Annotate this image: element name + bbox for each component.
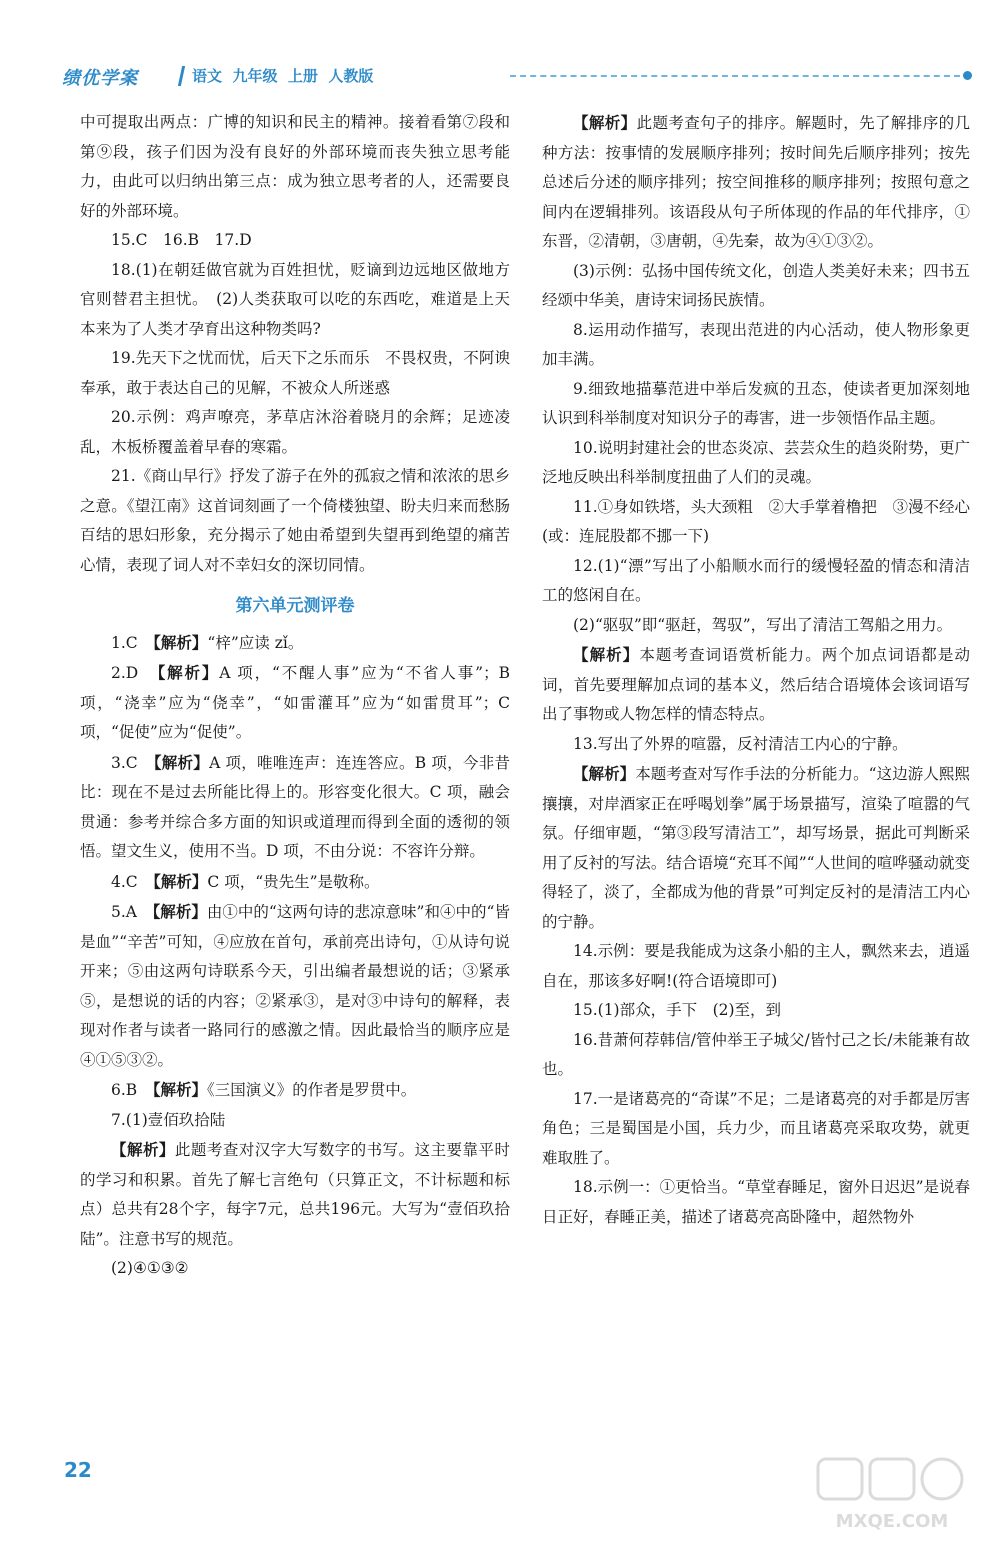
answer-8: 8.运用动作描写，表现出范进的内心活动，使人物形象更加丰满。 — [542, 320, 970, 368]
answer-2 — [80, 658, 510, 748]
answer-text: C 项，“贵先生”是敬称。 — [207, 872, 380, 891]
answer-7-analysis — [80, 1135, 510, 1254]
analysis-tag: 【解析】 — [111, 1140, 175, 1159]
watermark-logo — [812, 1453, 972, 1535]
answer-12-1: 12.(1)“漂”写出了小船顺水而行的缓慢轻盈的情态和清洁工的悠闲自在。 — [542, 556, 970, 604]
answer-12-analysis — [542, 640, 970, 730]
watermark-text: MXQE.COM — [835, 1511, 949, 1532]
section-title: 第六单元测评卷 — [235, 596, 355, 616]
answer-number: 3.C — [111, 753, 154, 772]
answer-number: 2.D — [111, 664, 158, 682]
right-column — [542, 108, 970, 1232]
header-dashed-rule — [510, 75, 960, 77]
paragraph: 中可提取出两点：广博的知识和民主的精神。接着看第⑦段和第⑨段，孩子们因为没有良好的外部环境而丧失独立思考能力，由此可以归纳出第三点：成为独立思考者的人，还需要良好的外部环境。 — [80, 113, 510, 220]
analysis-tag: 【解析】 — [153, 871, 208, 891]
answer-6 — [80, 1075, 510, 1106]
answer-10: 10.说明封建社会的世态炎凉、芸芸众生的趋炎附势，更广泛地反映出科举制度扭曲了人们的灵魂。 — [542, 438, 970, 486]
answer-19: 19.先天下之忧而忧，后天下之乐而乐 不畏权贵，不阿谀奉承，敢于表达自己的见解，不被众人所迷惑 — [80, 349, 510, 397]
header-meta: 语文 九年级 上册 人教版 — [192, 67, 374, 85]
answer-text: 《三国演义》的作者是罗贯中。 — [206, 1081, 417, 1099]
answer-text: 此题考查对汉字大写数字的书写。这主要靠平时的学习和积累。首先了解七言绝句（只算正文，不计标题和标点）总共有28个字，每字7元，总共196元。大写为“壹佰玖拾陆”。注意书写的规范。 — [80, 1141, 510, 1248]
answer-7a: 7.(1)壹佰玖拾陆 — [111, 1110, 226, 1129]
answer-7-3: (3)示例：弘扬中国传统文化，创造人类美好未来；四书五经颂中华美，唐诗宋词扬民族情。 — [542, 261, 970, 309]
answer-number: 4.C — [111, 872, 154, 891]
answer-11: 11.①身如铁塔，头大颈粗 ②大手掌着橹把 ③漫不经心(或：连屁股都不挪一下) — [542, 497, 970, 545]
brand-divider — [178, 66, 185, 86]
answer-16: 16.昔萧何荐韩信/管仲举王子城父/皆忖己之长/未能兼有故也。 — [542, 1030, 970, 1078]
analysis-tag: 【解析】 — [573, 113, 637, 132]
answer-text: A 项，唯唯连声：连连答应。B 项，今非昔比：现在不是过去所能比得上的。形容变化很大。C 项，融会贯通：参考并综合多方面的知识或道理而得到全面的透彻的领悟。望文生义，使用不当。D 项，不由分说：不容许分辩。 — [80, 753, 510, 860]
answer-text: 本题考查对写作手法的分析能力。“这边游人熙熙攘攘，对岸酒家正在呼喝划拳”属于场景描写，渲染了喧嚣的气氛。仔细审题，“第③段写清洁工”，却写场景，据此可判断采用了反衬的写法。结合语境“充耳不闻”“人世间的喧哗骚动就变得轻了，淡了，全都成为他的背景”可判定反衬的是清洁工内心的宁静。 — [542, 765, 970, 931]
answer-5 — [80, 897, 510, 1075]
answer-text: 此题考查句子的排序。解题时，先了解排序的几种方法：按事情的发展顺序排列；按时间先后顺序排列；按先总述后分述的顺序排列；按空间推移的顺序排列；按照句意之间内在逻辑排列。该语段从句子所体现的作品的年代排序，①东晋，②清朝，③唐朝，④先秦，故为④①③②。 — [542, 114, 970, 250]
answer-18: 18.示例一：①更恰当。“草堂春睡足，窗外日迟迟”是说春日正好，春睡正美，描述了诸葛亮高卧隆中，超然物外 — [542, 1178, 971, 1226]
answer-7b: (2)④①③② — [111, 1259, 189, 1277]
running-header — [62, 62, 972, 92]
analysis-tag: 【解析】 — [153, 752, 210, 772]
analysis-paragraph — [542, 108, 970, 257]
analysis-tag: 【解析】 — [157, 663, 220, 682]
answer-20: 20.示例：鸡声嘹亮，茅草店沐浴着晓月的余辉；足迹凌乱，木板桥覆盖着早春的寒霜。 — [80, 408, 510, 456]
answer-1 — [80, 628, 510, 659]
answer-number: 6.B — [111, 1081, 153, 1099]
answer-text: “梓”应读 zǐ。 — [207, 633, 304, 652]
answer-3 — [80, 748, 510, 867]
answer-4 — [80, 867, 510, 898]
analysis-tag: 【解析】 — [573, 764, 636, 783]
answer-18: 18.(1)在朝廷做官就为百姓担忧，贬谪到边远地区做地方官则替君主担忧。 (2)人类获取可以吃的东西吃，难道是上天本来为了人类才孕育出这种物类吗? — [80, 260, 510, 338]
header-dot — [963, 71, 972, 80]
page-number: 22 — [64, 1458, 92, 1482]
answer-number: 5.A — [111, 903, 153, 921]
answer-15: 15.(1)部众，手下 (2)至，到 — [573, 1001, 782, 1019]
answer-17: 17.一是诸葛亮的“奇谋”不足；二是诸葛亮的对手都是厉害角色；三是蜀国是小国，兵力少，而且诸葛亮采取攻势，就更难取胜了。 — [542, 1089, 971, 1167]
answer-text: A 项，“不醒人事”应为“不省人事”；B 项，“浇幸”应为“侥幸”，“如雷灌耳”应为“如雷贯耳”；C 项，“促使”应为“促使”。 — [80, 664, 510, 741]
answer-text: 本题考查词语赏析能力。两个加点词语都是动词，首先要理解加点词的基本义，然后结合语境体会该词语写出了事物或人物怎样的情态特点。 — [542, 646, 970, 723]
analysis-tag: 【解析】 — [152, 1080, 207, 1099]
answer-line: 15.C 16.B 17.D — [111, 231, 252, 249]
brand-logo: 绩优学案 — [62, 68, 138, 89]
answer-number: 1.C — [111, 633, 154, 652]
analysis-tag: 【解析】 — [152, 902, 207, 921]
answer-9: 9.细致地描摹范进中举后发疯的丑态，使读者更加深刻地认识到科举制度对知识分子的毒害，进一步领悟作品主题。 — [542, 379, 970, 427]
answer-14: 14.示例：要是我能成为这条小船的主人，飘然来去，逍遥自在，那该多好啊!(符合语境即可) — [542, 942, 970, 990]
analysis-tag: 【解析】 — [153, 632, 208, 652]
answer-21: 21.《商山早行》抒发了游子在外的孤寂之情和浓浓的思乡之意。《望江南》这首词刻画了一个倚楼独望、盼夫归来而愁肠百结的思妇形象，充分揭示了她由希望到失望再到绝望的痛苦心情，表现了词人对不幸妇女的深切同情。 — [80, 467, 510, 574]
answer-text: 由①中的“这两句诗的悲凉意味”和④中的“皆是血”“辛苦”可知，④应放在首句，承前亮出诗句，①从诗句说开来；⑤由这两句诗联系今天，引出编者最想说的话；③紧承⑤，是想说的话的内容；②紧承③，是对③中诗句的解释，表现对作者与读者一路同行的感激之情。因此最恰当的顺序应是④①⑤③②。 — [80, 903, 510, 1069]
analysis-tag: 【解析】 — [573, 645, 640, 664]
answer-12-2: (2)“驱驭”即“驱赶，驾驭”，写出了清洁工驾船之用力。 — [573, 615, 953, 634]
left-column — [80, 108, 510, 1284]
answer-13-analysis — [542, 759, 970, 937]
answer-13: 13.写出了外界的喧嚣，反衬清洁工内心的宁静。 — [573, 734, 908, 753]
